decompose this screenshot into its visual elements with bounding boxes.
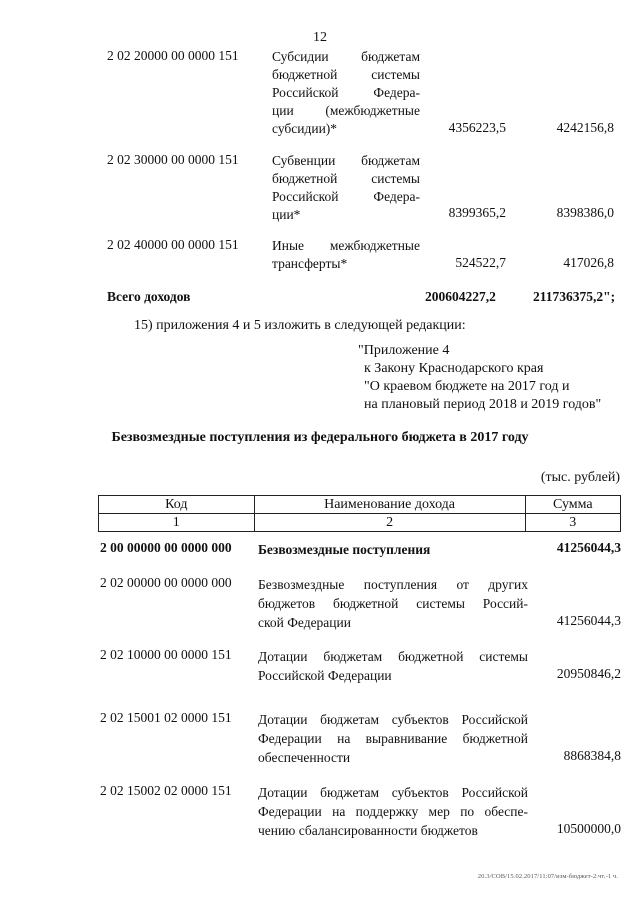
row-name: Дотации бюджетам субъектов Российской Федерации на поддержку мер по обеспе- чению сбалансированности бюджетов: [258, 785, 528, 838]
table-header: [98, 495, 621, 532]
column-header-code: Код: [99, 496, 255, 514]
row-code: 2 02 15002 02 0000 151: [100, 783, 232, 798]
unit-label: (тыс. рублей): [540, 470, 620, 485]
row-name: Дотации бюджетам бюджетной системы Российской Федерации: [258, 649, 528, 683]
row-name: Субсидии бюджетам бюджетной системы Российской Федера- ции (межбюджетные субсидии)*: [272, 49, 420, 136]
row-code: 2 02 15001 02 0000 151: [100, 710, 232, 725]
total-label: Всего доходов: [107, 289, 191, 304]
row-name: Иные межбюджетные трансферты*: [272, 238, 420, 271]
row-code: 2 02 20000 00 0000 151: [107, 48, 239, 63]
appendix-line: к Закону Краснодарского края: [364, 361, 544, 376]
row-name: Дотации бюджетам субъектов Российской Федерации на выравнивание бюджетной обеспеченности: [258, 712, 528, 765]
column-number: 1: [99, 514, 255, 532]
row-sum: 8868384,8: [563, 748, 621, 763]
column-header-name: Наименование дохода: [254, 496, 525, 514]
row-value-2018: 4356223,5: [448, 120, 506, 135]
row-code: 2 02 10000 00 0000 151: [100, 647, 232, 662]
document-title: Безвозмездные поступления из федерального бюджета в 2017 году: [111, 430, 529, 445]
column-number: 3: [525, 514, 620, 532]
amendment-text: 15) приложения 4 и 5 изложить в следующей редакции:: [134, 318, 466, 333]
appendix-line: на плановый период 2018 и 2019 годов": [364, 397, 602, 412]
total-value-2018: 200604227,2: [425, 289, 496, 304]
page-number: 12: [313, 30, 327, 45]
appendix-heading: [358, 342, 601, 414]
appendix-line: "Приложение 4: [358, 343, 450, 358]
total-value-2019: 211736375,2";: [533, 289, 616, 304]
row-name: Субвенции бюджетам бюджетной системы Российской Федера- ции*: [272, 153, 420, 222]
row-name: Безвозмездные поступления от других бюджетов бюджетной системы Россий- ской Федерации: [258, 577, 528, 630]
row-value-2018: 8399365,2: [448, 205, 506, 220]
appendix-line: "О краевом бюджете на 2017 год и: [364, 379, 570, 394]
column-header-sum: Сумма: [525, 496, 620, 514]
footer-file-stamp: 20.3/СОВ/15.02.2017/11:07/изм-бюджет-2.чт.-1 ч.: [477, 873, 618, 880]
row-sum: 41256044,3: [556, 613, 621, 628]
row-value-2018: 524522,7: [455, 255, 506, 270]
row-value-2019: 417026,8: [563, 255, 614, 270]
row-name: Безвозмездные поступления: [258, 542, 431, 557]
row-code: 2 02 00000 00 0000 000: [100, 575, 232, 590]
row-value-2019: 8398386,0: [556, 205, 614, 220]
row-code: 2 00 00000 00 0000 000: [100, 540, 232, 555]
row-sum: 10500000,0: [556, 821, 621, 836]
column-number: 2: [254, 514, 525, 532]
row-code: 2 02 30000 00 0000 151: [107, 152, 239, 167]
row-value-2019: 4242156,8: [556, 120, 614, 135]
row-code: 2 02 40000 00 0000 151: [107, 237, 239, 252]
row-sum: 41256044,3: [556, 540, 621, 555]
row-sum: 20950846,2: [556, 666, 621, 681]
